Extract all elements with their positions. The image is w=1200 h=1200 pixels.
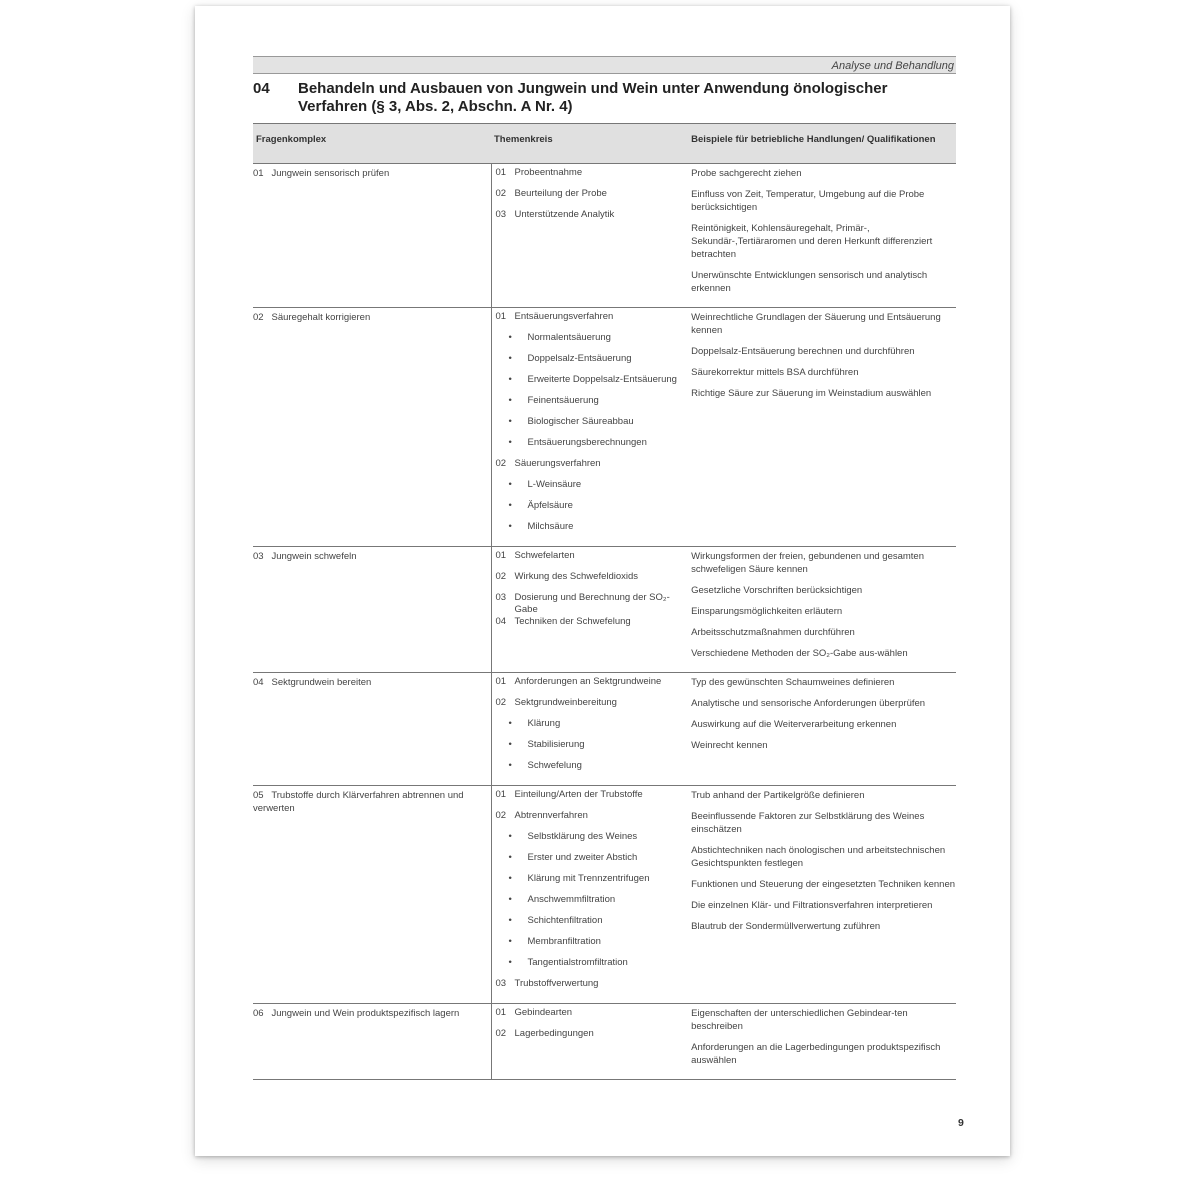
topic-text: Stabilisierung [527, 739, 585, 750]
topic-item [496, 571, 689, 592]
topic-subitem [496, 479, 689, 500]
topic-item [496, 458, 689, 479]
topic-item [496, 676, 689, 697]
question-cell [253, 308, 491, 547]
topic-text: Einteilung/Arten der Trubstoffe [514, 789, 643, 800]
topic-text: Erster und zweiter Abstich [527, 852, 638, 863]
column-header-beispiele: Beispiele für betriebliche Handlungen/ Qualifikationen [688, 124, 956, 164]
topic-item [496, 311, 689, 332]
example-item: Reintönigkeit, Kohlensäuregehalt, Primär-, Sekundär-,Tertiäraromen und deren Herkunft differenziert betrachten [691, 223, 933, 260]
question-text: 04 Sektgrundwein bereiten [253, 677, 372, 688]
topic-subitem [496, 416, 689, 437]
topic-item [496, 1007, 689, 1028]
bullet-marker: • [508, 760, 512, 771]
topic-item [496, 789, 689, 810]
example-item: Funktionen und Steuerung der eingesetzten Techniken kennen [691, 879, 956, 890]
section-number: 04 [253, 80, 270, 97]
topic-subitem [496, 521, 689, 542]
section-title: Behandeln und Ausbauen von Jungwein und Wein unter Anwendung önologischer Verfahren (§ 3, Abs. 2, Abschn. A Nr. 4) [298, 80, 888, 115]
bullet-marker: • [508, 479, 512, 490]
topic-text: L-Weinsäure [527, 479, 582, 490]
example-item: Richtige Säure zur Säuerung im Weinstadium auswählen [691, 388, 932, 399]
bullet-marker: • [508, 437, 512, 448]
topic-cell [491, 547, 688, 673]
example-item: Auswirkung auf die Weiterverarbeitung erkennen [691, 719, 897, 730]
topic-text: Doppelsalz-Entsäuerung [527, 353, 632, 364]
topic-subitem [496, 831, 689, 852]
table-row [253, 1004, 956, 1080]
topic-text: Membranfiltration [527, 936, 601, 947]
topic-text: Techniken der Schwefelung [514, 616, 631, 627]
topic-text: Schwefelung [527, 760, 582, 771]
topic-subitem [496, 915, 689, 936]
question-text: 02 Säuregehalt korrigieren [253, 312, 371, 323]
table-header-row [253, 124, 956, 164]
example-item: Weinrechtliche Grundlagen der Säuerung und Entsäuerung kennen [691, 312, 941, 336]
example-item: Arbeitsschutzmaßnahmen durchführen [691, 627, 855, 638]
topic-item [496, 188, 689, 209]
example-item: Verschiedene Methoden der SO₂-Gabe aus-wählen [691, 648, 908, 659]
topic-subitem [496, 957, 689, 978]
topic-number: 01 [495, 676, 507, 687]
bullet-marker: • [508, 894, 512, 905]
topic-text: Klärung mit Trennzentrifugen [527, 873, 650, 884]
topic-item [496, 810, 689, 831]
page-number: 9 [958, 1117, 964, 1129]
bullet-marker: • [508, 416, 512, 427]
topic-text: Entsäuerungsverfahren [514, 311, 614, 322]
bullet-marker: • [508, 718, 512, 729]
example-cell [688, 308, 956, 547]
question-cell [253, 547, 491, 673]
bullet-marker: • [508, 395, 512, 406]
example-item: Anforderungen an die Lagerbedingungen produktspezifisch auswählen [691, 1042, 941, 1066]
question-cell [253, 673, 491, 786]
topic-item [496, 697, 689, 718]
topic-number: 01 [495, 1007, 507, 1018]
topic-text: Lagerbedingungen [514, 1028, 594, 1039]
example-item: Typ des gewünschten Schaumweines definieren [691, 677, 895, 688]
topic-text: Wirkung des Schwefeldioxids [514, 571, 639, 582]
bullet-marker: • [508, 915, 512, 926]
example-item: Blautrub der Sondermüllverwertung zuführen [691, 921, 881, 932]
bullet-marker: • [508, 500, 512, 511]
topic-number: 01 [495, 167, 507, 178]
topic-subitem [496, 873, 689, 894]
example-cell [688, 786, 956, 1004]
topic-number: 02 [495, 1028, 507, 1039]
bullet-marker: • [508, 936, 512, 947]
topic-subitem [496, 739, 689, 760]
question-cell [253, 164, 491, 308]
topic-text: Normalentsäuerung [527, 332, 611, 343]
topic-text: Abtrennverfahren [514, 810, 588, 821]
topic-number: 01 [495, 311, 507, 322]
topic-number: 04 [495, 616, 507, 627]
question-cell [253, 1004, 491, 1080]
topic-text: Dosierung und Berechnung der SO₂-Gabe [514, 592, 670, 615]
topic-text: Tangentialstromfiltration [527, 957, 628, 968]
topic-text: Biologischer Säureabbau [527, 416, 634, 427]
topic-number: 03 [495, 592, 507, 603]
topic-subitem [496, 332, 689, 353]
question-cell [253, 786, 491, 1004]
bullet-marker: • [508, 831, 512, 842]
topic-text: Gebindearten [514, 1007, 573, 1018]
example-item: Probe sachgerecht ziehen [691, 168, 802, 179]
topic-text: Schwefelarten [514, 550, 575, 561]
topic-subitem [496, 936, 689, 957]
topic-text: Anschwemmfiltration [527, 894, 616, 905]
topic-subitem [496, 437, 689, 458]
column-header-fragenkomplex: Fragenkomplex [253, 124, 491, 164]
bullet-marker: • [508, 332, 512, 343]
bullet-marker: • [508, 957, 512, 968]
topic-text: Probeentnahme [514, 167, 583, 178]
topic-number: 01 [495, 789, 507, 800]
topic-text: Äpfelsäure [527, 500, 573, 511]
table-row [253, 673, 956, 786]
topic-number: 02 [495, 458, 507, 469]
running-header: Analyse und Behandlung [253, 56, 956, 74]
topic-cell [491, 786, 688, 1004]
topic-item [496, 592, 689, 616]
topic-cell [491, 308, 688, 547]
table-row [253, 786, 956, 1004]
topic-cell [491, 673, 688, 786]
topic-subitem [496, 500, 689, 521]
topic-text: Sektgrundweinbereitung [514, 697, 617, 708]
topic-text: Säuerungsverfahren [514, 458, 601, 469]
topic-item [496, 167, 689, 188]
topic-text: Feinentsäuerung [527, 395, 599, 406]
bullet-marker: • [508, 521, 512, 532]
topic-text: Trubstoffverwertung [514, 978, 599, 989]
example-item: Wirkungsformen der freien, gebundenen und gesamten schwefeligen Säure kennen [691, 551, 925, 575]
example-item: Die einzelnen Klär- und Filtrationsverfahren interpretieren [691, 900, 933, 911]
topic-text: Unterstützende Analytik [514, 209, 615, 220]
topic-text: Anforderungen an Sektgrundweine [514, 676, 662, 687]
topic-item [496, 616, 689, 637]
example-cell [688, 547, 956, 673]
topic-text: Entsäuerungsberechnungen [527, 437, 647, 448]
question-text: 06 Jungwein und Wein produktspezifisch lagern [253, 1008, 460, 1019]
example-item: Weinrecht kennen [691, 740, 768, 751]
topic-subitem [496, 353, 689, 374]
topic-text: Erweiterte Doppelsalz-Entsäuerung [527, 374, 677, 385]
topic-number: 02 [495, 697, 507, 708]
bullet-marker: • [508, 374, 512, 385]
bullet-marker: • [508, 873, 512, 884]
example-cell [688, 673, 956, 786]
example-item: Unerwünschte Entwicklungen sensorisch und analytisch erkennen [691, 270, 928, 294]
example-item: Einsparungsmöglichkeiten erläutern [691, 606, 843, 617]
topic-cell [491, 164, 688, 308]
topic-subitem [496, 395, 689, 416]
question-text: 01 Jungwein sensorisch prüfen [253, 168, 390, 179]
topic-cell [491, 1004, 688, 1080]
topic-text: Schichtenfiltration [527, 915, 603, 926]
example-item: Trub anhand der Partikelgröße definieren [691, 790, 865, 801]
topic-text: Milchsäure [527, 521, 574, 532]
question-text: 03 Jungwein schwefeln [253, 551, 357, 562]
topic-item [496, 1028, 689, 1049]
example-item: Einfluss von Zeit, Temperatur, Umgebung auf die Probe berücksichtigen [691, 189, 925, 213]
curriculum-table [253, 123, 956, 1080]
example-item: Doppelsalz-Entsäuerung berechnen und durchführen [691, 346, 915, 357]
topic-item [496, 978, 689, 999]
topic-number: 02 [495, 188, 507, 199]
topic-item [496, 550, 689, 571]
topic-subitem [496, 718, 689, 739]
topic-subitem [496, 374, 689, 395]
example-item: Gesetzliche Vorschriften berücksichtigen [691, 585, 863, 596]
topic-number: 02 [495, 571, 507, 582]
topic-text: Klärung [527, 718, 561, 729]
topic-number: 03 [495, 978, 507, 989]
topic-subitem [496, 894, 689, 915]
bullet-marker: • [508, 353, 512, 364]
topic-number: 03 [495, 209, 507, 220]
example-item: Säurekorrektur mittels BSA durchführen [691, 367, 859, 378]
topic-text: Beurteilung der Probe [514, 188, 607, 199]
question-text: 05 Trubstoffe durch Klärverfahren abtrennen und verwerten [253, 790, 467, 814]
column-header-themenkreis: Themenkreis [491, 124, 688, 164]
example-item: Eigenschaften der unterschiedlichen Gebindear-ten beschreiben [691, 1008, 908, 1032]
example-item: Abstichtechniken nach önologischen und arbeitstechnischen Gesichtspunkten festlegen [691, 845, 946, 869]
table-row [253, 308, 956, 547]
table-row [253, 547, 956, 673]
example-item: Analytische und sensorische Anforderungen überprüfen [691, 698, 926, 709]
topic-item [496, 209, 689, 230]
topic-subitem [496, 760, 689, 781]
bullet-marker: • [508, 852, 512, 863]
bullet-marker: • [508, 739, 512, 750]
topic-number: 01 [495, 550, 507, 561]
example-cell [688, 164, 956, 308]
topic-number: 02 [495, 810, 507, 821]
example-cell [688, 1004, 956, 1080]
topic-text: Selbstklärung des Weines [527, 831, 638, 842]
table-row [253, 164, 956, 308]
example-item: Beeinflussende Faktoren zur Selbstklärung des Weines einschätzen [691, 811, 925, 835]
topic-subitem [496, 852, 689, 873]
